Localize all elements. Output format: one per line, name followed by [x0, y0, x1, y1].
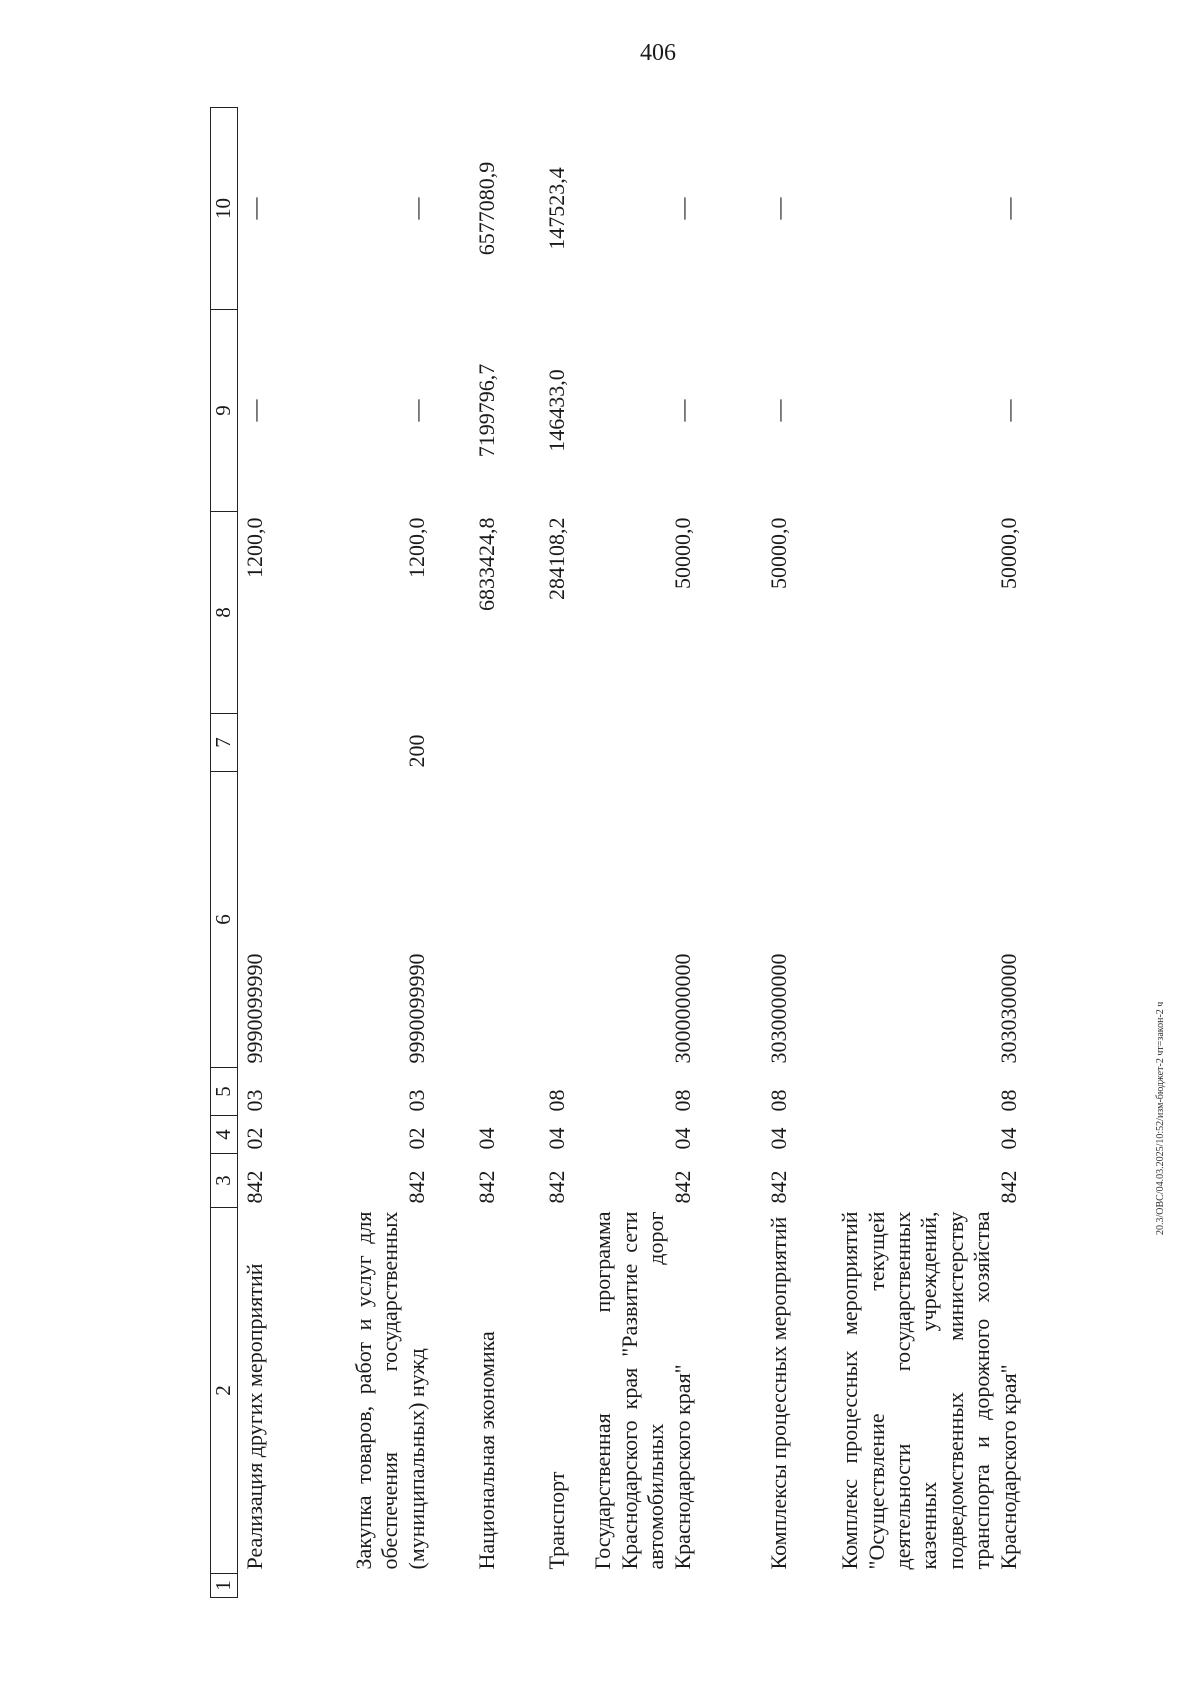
page-number: 406: [640, 40, 676, 66]
cell-name: Национальная экономика: [473, 1331, 499, 1570]
cell-amount-3: —: [765, 197, 791, 220]
cell-chapter: 02: [242, 1127, 267, 1150]
cell-section: [302, 1574, 430, 1598]
cell-subchapter: 08: [543, 1089, 569, 1112]
cell-chapter: 04: [765, 1127, 791, 1150]
cell-name: Государственная программа Краснодарского края "Развитие сети автомобильных дорог Краснодарского края": [590, 1211, 695, 1570]
cell-chapter: 02: [403, 1127, 429, 1150]
column-header: 9: [211, 310, 238, 512]
cell-expense-type: [570, 714, 696, 772]
cell-target-code: 3000000000: [669, 953, 695, 1064]
table-header-row: [211, 108, 238, 1598]
cell-name: Закупка товаров, работ и услуг для обеспечения государственных (муниципальных) нужд: [350, 1211, 429, 1570]
table-row: [570, 108, 696, 1598]
cell-amount-2: —: [242, 399, 267, 422]
table-row: [430, 108, 500, 1598]
cell-amount-2: —: [765, 399, 791, 422]
cell-amount-3: —: [242, 197, 267, 220]
cell-section: [238, 1574, 303, 1598]
cell-subchapter: 08: [669, 1089, 695, 1112]
cell-target-code: [430, 772, 500, 1068]
cell-chapter: 04: [543, 1127, 569, 1150]
cell-amount-2: —: [669, 399, 695, 422]
cell-name: Реализация других мероприятий: [242, 1263, 267, 1570]
rotated-table-container: [210, 108, 1200, 1598]
column-header: 7: [211, 714, 238, 772]
footer-code: 20.3/ОВС/04.03.2025/10:52/изм-бюджет-2 чт=закон-2 ч: [1155, 1001, 1166, 1235]
cell-section: [696, 1574, 792, 1598]
cell-expense-type: [430, 714, 500, 772]
column-header: 8: [211, 512, 238, 714]
cell-ministry: 842: [669, 1170, 695, 1204]
column-header: 5: [211, 1068, 238, 1116]
cell-ministry: 842: [765, 1170, 791, 1204]
cell-name: Комплексы процессных мероприятий: [765, 1216, 791, 1570]
cell-amount-2: 146433,0: [543, 369, 569, 452]
cell-subchapter: 03: [403, 1089, 429, 1112]
cell-target-code: 9990099990: [403, 953, 429, 1064]
cell-name: Транспорт: [543, 1471, 569, 1570]
cell-amount-1: 50000,0: [669, 517, 695, 589]
column-header: 2: [211, 1208, 238, 1574]
cell-ministry: 842: [473, 1170, 499, 1204]
cell-amount-3: —: [403, 197, 429, 220]
table-row: [238, 108, 303, 1598]
column-header: 6: [211, 772, 238, 1068]
column-header: 1: [211, 1574, 238, 1598]
cell-target-code: 9990099990: [242, 953, 267, 1064]
cell-amount-1: 1200,0: [403, 517, 429, 578]
cell-expense-type: 200: [403, 734, 429, 768]
cell-amount-1: 1200,0: [242, 517, 267, 578]
cell-subchapter: [430, 1068, 500, 1116]
cell-subchapter: 08: [765, 1089, 791, 1112]
cell-chapter: 04: [473, 1127, 499, 1150]
cell-section: [500, 1574, 570, 1598]
cell-section: [430, 1574, 500, 1598]
cell-expense-type: [696, 714, 792, 772]
cell-amount-1: 284108,2: [543, 517, 569, 600]
cell-chapter: 04: [995, 1127, 1021, 1150]
cell-amount-3: —: [669, 197, 695, 220]
cell-ministry: 842: [242, 1170, 267, 1204]
cell-expense-type: [238, 714, 303, 772]
column-header: 4: [211, 1116, 238, 1154]
cell-subchapter: 03: [242, 1089, 267, 1112]
cell-ministry: 842: [403, 1170, 429, 1204]
cell-amount-1: 50000,0: [995, 517, 1021, 589]
cell-ministry: 842: [995, 1170, 1021, 1204]
table-row: [792, 108, 1022, 1598]
cell-section: [792, 1574, 1022, 1598]
column-header: 10: [211, 108, 238, 310]
cell-amount-2: —: [403, 399, 429, 422]
cell-ministry: 842: [543, 1170, 569, 1204]
cell-expense-type: [500, 714, 570, 772]
column-header: 3: [211, 1154, 238, 1208]
table-row: [302, 108, 430, 1598]
table-row: [696, 108, 792, 1598]
cell-section: [570, 1574, 696, 1598]
cell-amount-2: —: [995, 399, 1021, 422]
budget-table: [210, 107, 1022, 1598]
cell-target-code: [500, 772, 570, 1068]
cell-amount-2: 7199796,7: [473, 363, 499, 458]
cell-amount-1: 6833424,8: [473, 517, 499, 611]
cell-target-code: 3030000000: [765, 953, 791, 1064]
cell-name: Комплекс процессных мероприятий "Осуществление текущей деятельности государственных казенных учреждений, подведомственных министерству транспорта и дорожного хозяйства Краснодарского края": [837, 1211, 1021, 1570]
cell-expense-type: [792, 714, 1022, 772]
cell-subchapter: 08: [995, 1089, 1021, 1112]
cell-amount-3: 6577080,9: [473, 161, 499, 256]
table-row: [500, 108, 570, 1598]
cell-amount-1: 50000,0: [765, 517, 791, 589]
cell-target-code: 3030300000: [995, 953, 1021, 1064]
cell-amount-3: —: [995, 197, 1021, 220]
cell-chapter: 04: [669, 1127, 695, 1150]
cell-amount-3: 147523,4: [543, 167, 569, 250]
